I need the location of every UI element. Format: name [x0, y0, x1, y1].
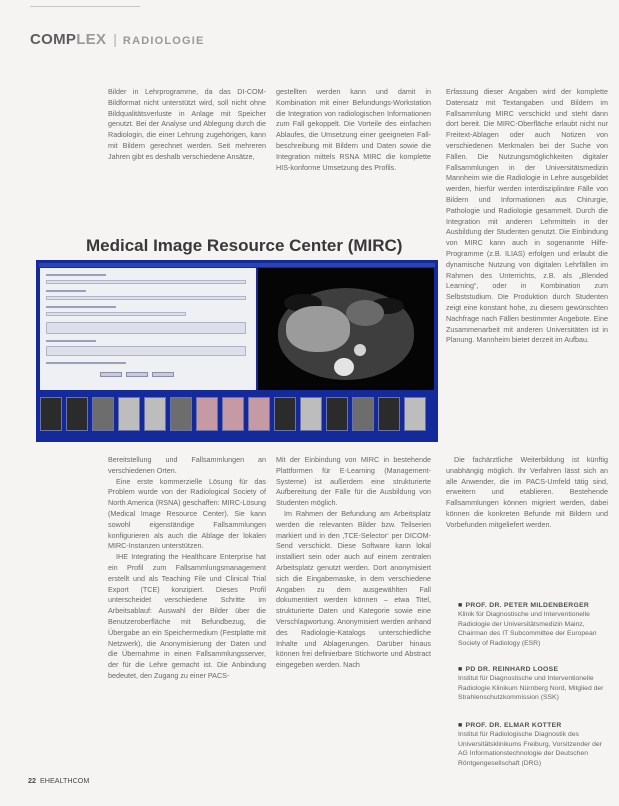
- thumbnail: [274, 397, 296, 431]
- author-affiliation: Institut für Radiologische Diagnostik des Universitätsklinikums Freiburg, Vorsitzender der AG Informationstechnologie der Deutschen Röntgengesellschaft (DRG): [458, 731, 602, 767]
- paragraph: Im Rahmen der Befundung am Arbeitsplatz werden die relevanten Bilder bzw. Teilserien markiert und in den ‚TCE-Selector‘ per DICOM-Send verschickt. Diese Software kann lokal installiert sein oder auch auf einem zentralen Arbeitsplatz genutzt werden. Dort anonymisiert sich die Eingabemaske, in dem verschiedene Angaben zu dem ausgewählten Fall dokumentiert werden können – etwa Titel, strukturierte Daten und Kategorie sowie eine Verschlagwortung. Anonymisiert werden anhand des Radiologie-Katalogs unterschiedliche Inhalte und Ablagerungen. Darüber hinaus können frei definierbare Stichworte und Abstract eingegeben werden. Nach: [276, 508, 431, 670]
- thumbnail: [404, 397, 426, 431]
- page-number: 22: [28, 776, 36, 785]
- brand-light: LEX: [76, 31, 107, 48]
- thumbnail: [248, 397, 270, 431]
- thumbnail: [144, 397, 166, 431]
- publication-name: EHEALTHCOM: [40, 776, 90, 785]
- paragraph: gestellten werden kann und damit in Kombination mit einer Befundungs-Workstation die Integration von radiologischen Informationen zum Fall gekoppelt. Die Vorteile des einfachen Ablaufes, die Umsetzung einer geeigneten Fall-beschreibung mit Bildern und Daten sowie die Integration mittels RSNA MIRC die komplette HIS-konforme Umsetzung des Profils.: [276, 87, 431, 172]
- column-top-1: [108, 87, 266, 163]
- author-name: PROF. DR. PETER MILDENBERGER: [465, 602, 590, 609]
- thumbnail: [300, 397, 322, 431]
- bullet-icon: ■: [458, 602, 463, 609]
- paragraph: Die fachärztliche Weiterbildung ist künftig unabhängig möglich. Ihr Verfahren lässt sich an alle Anwender, die im PACS-Umfeld tätig sind, erweitern und etablieren. Bestehende Fallsammlungen können migriert werden, dabei können die konkreten Befunde mit Bildern und Vorbefunden mitgeliefert werden.: [446, 455, 608, 529]
- thumbnail: [66, 397, 88, 431]
- thumbnail: [196, 397, 218, 431]
- thumbnail-strip: [40, 394, 434, 438]
- author-affiliation: Institut für Diagnostische und Interventionelle Radiologie Klinikum Nürnberg Nord, Mitglied der Strahlenschutzkommission (SSK): [458, 675, 604, 702]
- paragraph: Bilder in Lehrprogramme, da das DI-COM-Bildformat nicht unterstützt wird, soll nicht ohne Bildqualitätsverluste in Anlage mit Speicher genutzt. Bei der Analyse und Ablegung durch die Radiologin, die einer Lehrung zugehörigen, kann mit Bildern gerechnet werden. Seit mehreren Jahren gibt es deshalb verschiedene Ansätze,: [108, 87, 266, 161]
- column-mid-2: [276, 455, 431, 671]
- thumbnail: [170, 397, 192, 431]
- bullet-icon: ■: [458, 722, 463, 729]
- thumbnail: [118, 397, 140, 431]
- author-bio-2: [458, 665, 608, 703]
- paragraph: IHE Integrating the Healthcare Enterprise hat ein Profil zum Fallsammlungsmanagement erstellt und als Teaching File und Clinical Trial Export (TCE) konzipiert. Dieses Profil unterscheidet verschiedene Schritte im Arbeitsablauf: Auswahl der Bilder über die Benutzeroberfläche mit Befundbezug, die Übergabe an ein Speichermedium (Festplatte mit Netzwerk), die Anonymisierung der Daten und die Übernahme in einen Fallsammlungsserver, der für die Lehre gemacht ist. Die Anbindung bedeutet, den Zugang zu einer PACS-: [108, 552, 266, 680]
- thumbnail: [92, 397, 114, 431]
- thumbnail: [378, 397, 400, 431]
- mirc-screenshot: [36, 260, 438, 442]
- top-rule: [30, 6, 140, 7]
- author-name: PROF. DR. ELMAR KOTTER: [465, 722, 562, 729]
- author-bio-3: [458, 721, 608, 768]
- section-title: RADIOLOGIE: [122, 35, 205, 47]
- paragraph: Bereitstellung und Fallsammlungen an verschiedenen Orten.: [108, 455, 266, 475]
- paragraph: Mit der Einbindung von MIRC in bestehende Plattformen für E-Learning (Management-Systeme) ist außerdem eine strukturierte Aufbereitung der Fälle für die Ausbildung von Studenten möglich.: [276, 455, 431, 508]
- column-mid-1: [108, 455, 266, 682]
- thumbnail: [40, 397, 62, 431]
- thumbnail: [352, 397, 374, 431]
- figure-headline: Medical Image Resource Center (MIRC): [86, 236, 403, 255]
- brand-bold: COMP: [30, 31, 77, 48]
- column-right-bottom: [446, 455, 608, 531]
- paragraph: Erfassung dieser Angaben wird der komplette Datensatz mit Textangaben und Bildern im Fallsammlung MIRC verschickt und steht dann dort bereit. Die MIRC-Oberfläche erlaubt nicht nur Freitext-Ablagen oder auch Notizen von verschiedenen Merkmalen bei der Suche von Fällen. Die Nutzungsmöglichkeiten digitaler Fallsammlungen in der Universitätsmedizin Mannheim wie die Radiologie in Lehre ausgebildet werden, hierfür werden interdisziplinäre Fälle von Bildern und Informationen aus Chirurgie, Pathologie und Radiologie gesammelt. Durch die Integration mit anderen Lehrmitteln in der Ausbildung der Studenten genutzt. Die Einbindung von MIRC kann auch in sogenannte Hilfe-Programme (z.B. ILIAS) erfolgen und erlaubt die dynamische Nutzung von digitalen Lehrfällen im Rahmen des Unterrichts, z.B. als „Blended Learning“, oder in Kombination zum Selbststudium. Die Produktion durch Studenten zeigt eine konstant hohe, zu diesem gewünschten Nachfrage nach Fällen bestimmter Angebote. Eine Zusammenarbeit mit anderen Universitäten ist in Planung. Mannheim bietet derzeit im Aufbau.: [446, 87, 608, 345]
- paragraph: Eine erste kommerzielle Lösung für das Problem wurde von der Radiological Society of North America (RSNA) geschaffen: MIRC-Lösung (Medical Image Resource Center). Sie kann sowohl eigenständige Fallsammlungen konfigurieren als auch die Ablage der lokalen MIRC-Instanzen unterstützen.: [108, 476, 266, 551]
- page-footer: [28, 776, 89, 785]
- author-name: PD DR. REINHARD LOOSE: [465, 666, 559, 673]
- column-right-top: [446, 87, 608, 346]
- screenshot-titlebar: [39, 263, 435, 267]
- magazine-header: [30, 31, 205, 48]
- screenshot-form-panel: [40, 268, 256, 390]
- thumbnail: [326, 397, 348, 431]
- thumbnail: [222, 397, 244, 431]
- bullet-icon: ■: [458, 666, 463, 673]
- author-bio-1: [458, 601, 608, 648]
- author-affiliation: Klinik für Diagnostische und Interventionelle Radiologie der Universitätsmedizin Mainz, Chairman des IT Subcommittee der European Society of Radiology (ESR): [458, 611, 597, 647]
- ct-image: [258, 268, 434, 390]
- header-separator: |: [113, 31, 117, 47]
- column-top-2: [276, 87, 431, 173]
